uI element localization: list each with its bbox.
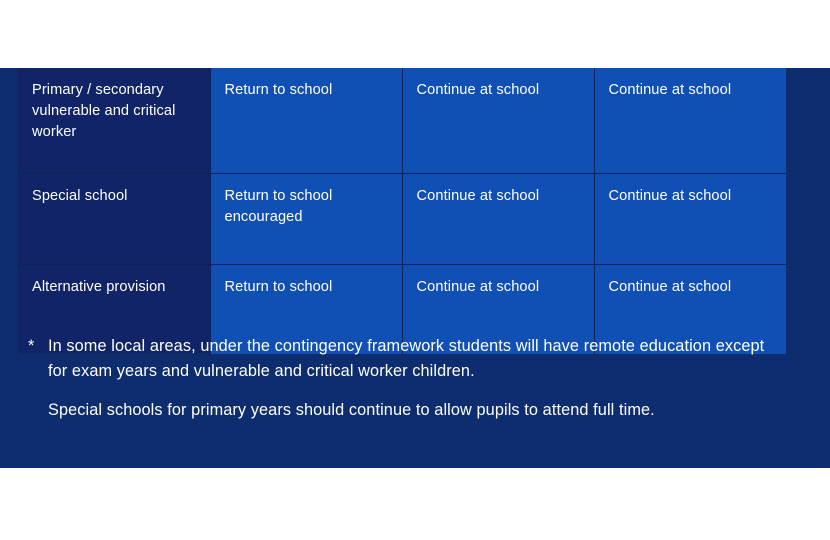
table-cell: Continue at school [402, 68, 594, 174]
table-row-category: Special school [18, 174, 210, 265]
table-cell: Return to school [210, 265, 402, 355]
footnote-block [18, 334, 808, 423]
table-row-category: Alternative provision [18, 265, 210, 355]
school-attendance-matrix-table [18, 68, 786, 354]
table-cell: Return to school encouraged [210, 174, 402, 265]
footnote-text: In some local areas, under the contingency framework students will have remote education except for exam years and vulnerable and critical worker children. [48, 337, 765, 380]
table-cell: Continue at school [402, 265, 594, 355]
table-row-category: Primary / secondary vulnerable and critical worker [18, 68, 210, 174]
table-cell: Return to school [210, 68, 402, 174]
table-cell: Continue at school [594, 174, 786, 265]
table-cell: Continue at school [402, 174, 594, 265]
footnote-text: Special schools for primary years should continue to allow pupils to attend full time. [48, 400, 655, 419]
table-cell: Continue at school [594, 265, 786, 355]
footnote-item [18, 334, 808, 384]
footnote-asterisk-marker: * [28, 337, 35, 355]
footnote-item [18, 398, 808, 423]
table-row [18, 174, 786, 265]
table-cell: Continue at school [594, 68, 786, 174]
table-row [18, 68, 786, 174]
